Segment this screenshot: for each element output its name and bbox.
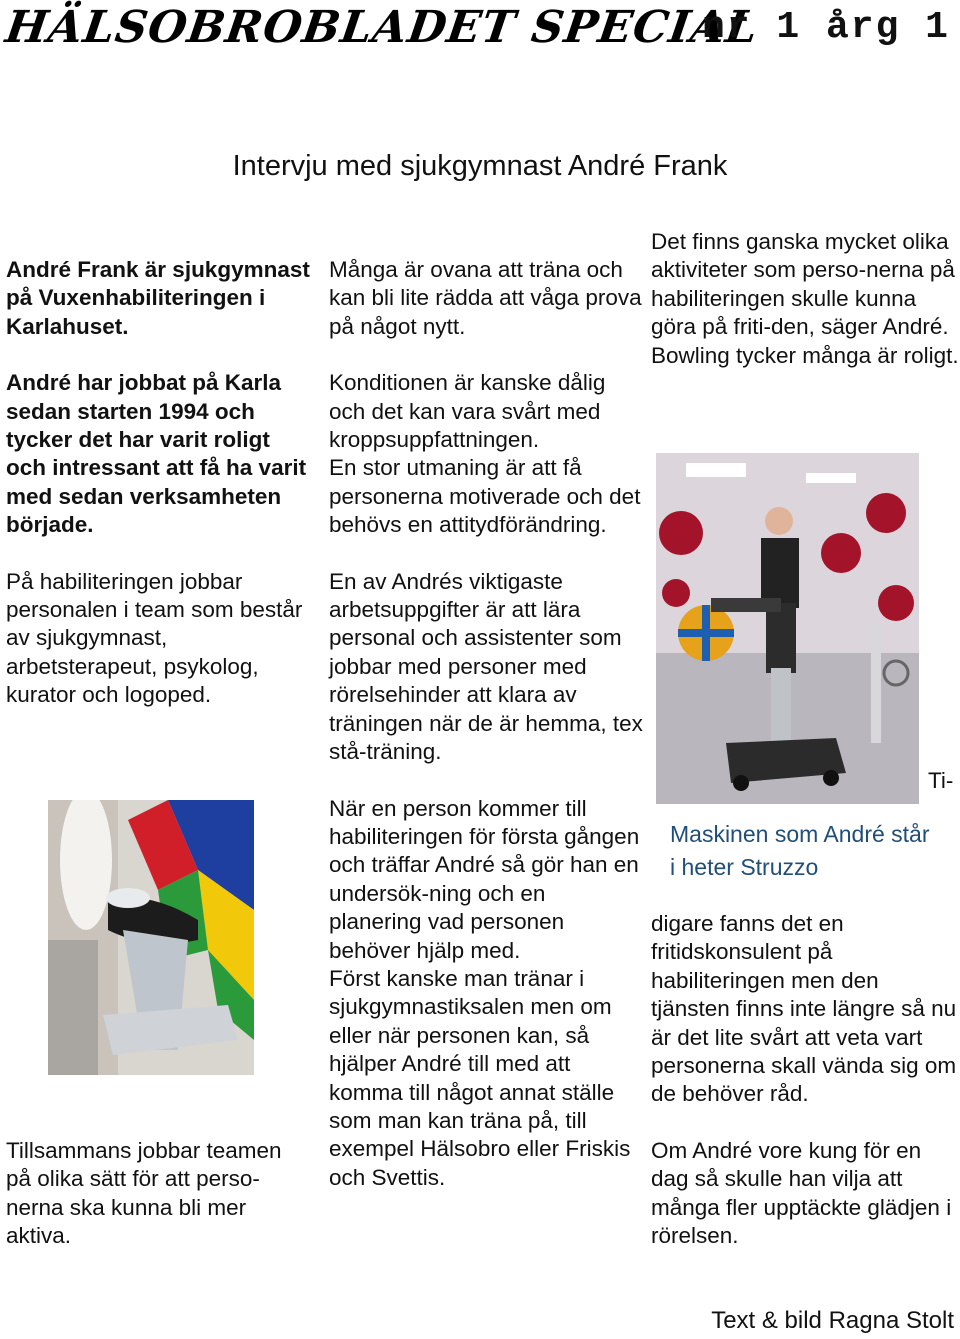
training-chair-photo [48,800,254,1075]
challenge-paragraph: En stor utmaning är att få personerna motiverade och det behövs en attitydförändring. [329,455,641,538]
column-3-bottom [651,910,960,1250]
leisure-paragraph: digare fanns det en fritidskonsulent på habiliteringen men den tjänsten finns inte längre så nu är det lite svårt att veta vart personerna skall vända sig om de behöver råd. [651,911,957,1107]
tasks-paragraph: En av Andrés viktigaste arbetsuppgifter är att lära personal och assistenter som jobbar med personer med rörelsehinder att klara av träningen när de är hemma, tex stå-träning. [329,568,643,765]
new-things-paragraph: Många är ovana att träna och kan bli lite rädda att våga prova på något nytt. [329,257,642,339]
column-2 [329,256,644,1192]
column-1 [6,256,311,738]
photo-caption: Maskinen som André står i heter Struzzo [670,821,930,880]
photo-credit: Text & bild Ragna Stolt [711,1307,954,1334]
team-paragraph: På habiliteringen jobbar personalen i team som består av sjukgymnast, arbetsterapeut, psykolog, kurator och logoped. [6,568,303,708]
training-paragraph: Först kanske man tränar i sjukgymnastiksalen men om eller när personen kan, så hjälper André till med att komma till något annat ställe som man kan träna på, till exempel Hälsobro eller Friskis och Svettis. [329,965,631,1190]
king-paragraph: Om André vore kung för en dag så skulle han vilja att många fler upptäckte glädjen i rörelsen. [651,1137,952,1249]
column-3 [651,228,960,398]
intro-paragraph: André Frank är sjukgymnast på Vuxenhabiliteringen i Karlahuset. [6,257,310,339]
column-1-bottom [6,1137,311,1251]
together-paragraph: Tillsammans jobbar teamen på olika sätt för att perso-nerna ska kunna bli mer aktiva. [6,1138,282,1249]
article-headline: Intervju med sjukgymnast André Frank [232,150,728,182]
issue-number: nr 1 årg 1 [701,6,950,49]
history-paragraph: André har jobbat på Karla sedan starten 1994 och tycker det har varit roligt och intressant att få ha varit med sedan verksamheten började. [6,370,307,538]
first-visit-paragraph: När en person kommer till habiliteringen för första gången och träffar André så gör han en undersök-ning och en planering vad personen behöver hjälp med. [329,795,640,963]
activities-paragraph: Det finns ganska mycket olika aktiviteter som perso-nerna på habiliteringen skulle kunna göra på friti-den, säger André. Bowling tycker många är roligt. [651,229,959,368]
masthead-title: HÄLSOBROBLADET SPECIAL [2,2,762,53]
struzzo-photo [656,453,919,804]
condition-paragraph: Konditionen är kanske dålig och det kan vara svårt med kroppsuppfattningen. [329,370,606,453]
hyphen-fragment: Ti- [928,768,954,793]
